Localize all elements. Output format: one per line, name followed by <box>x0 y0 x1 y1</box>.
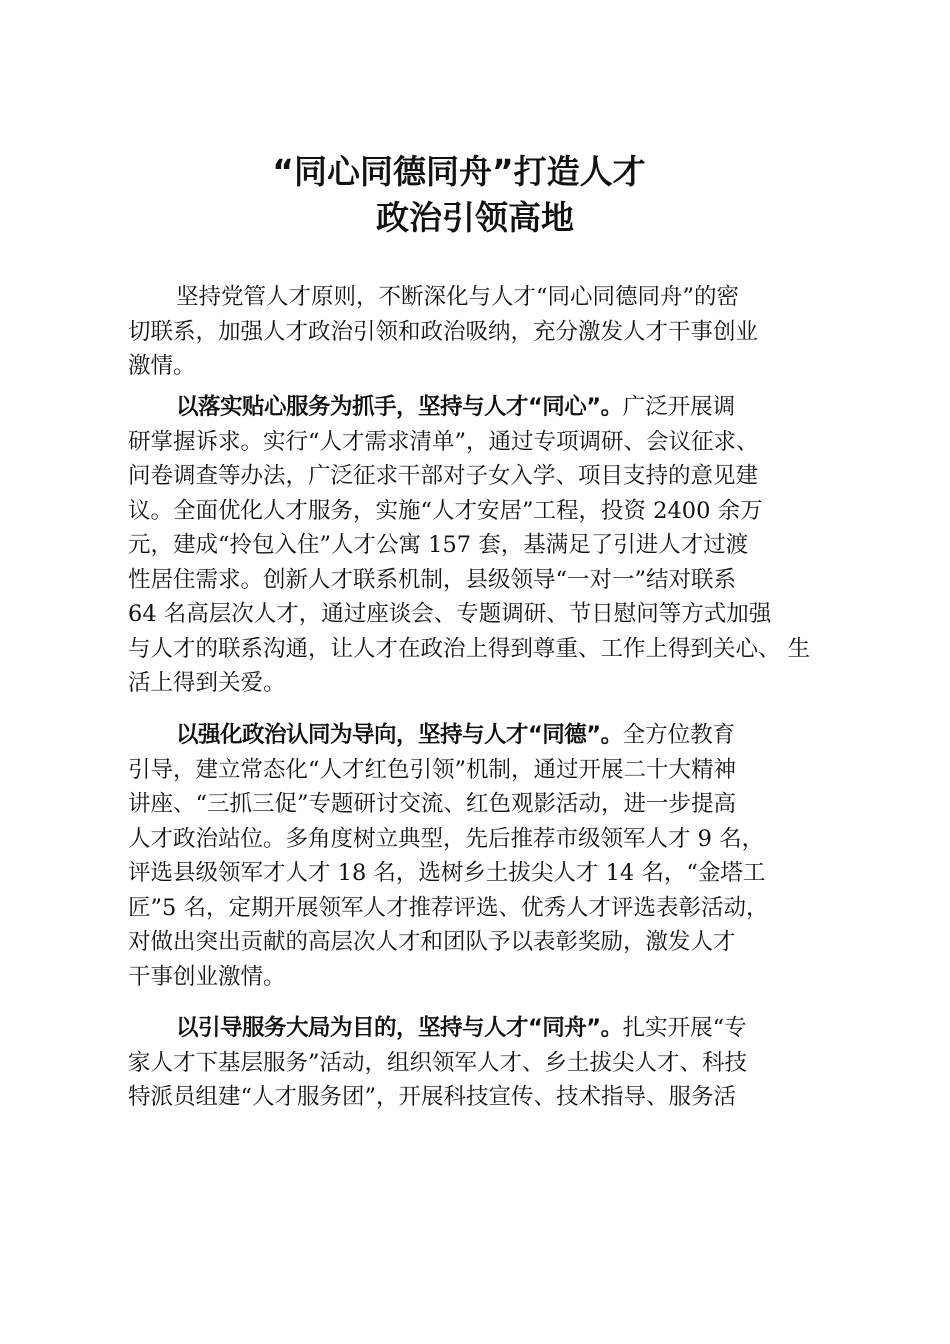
section-2-line: 讲座、“三抓三促”专题研讨交流、红色观影活动，进一步提高 <box>128 791 737 817</box>
document-title-line-2: 政治引领高地 <box>376 198 574 237</box>
section-2-line: 评选县级领军才人才 18 名，选树乡土拔尖人才 14 名，“金塔工 <box>128 860 766 886</box>
section-3-first-text: 扎实开展“专 <box>622 1015 747 1041</box>
section-1-line: 性居住需求。创新人才联系机制，县级领导“一对一”结对联系 <box>128 566 737 593</box>
section-2-line: 人才政治站位。多角度树立典型，先后推荐市级领军人才 9 名， <box>128 825 765 852</box>
section-3-first-line <box>128 1011 838 1046</box>
section-2-heading: 以强化政治认同为导向，坚持与人才“同德”。 <box>176 722 623 748</box>
intro-line: 坚持党管人才原则，不断深化与人才“同心同德同舟”的密 <box>176 284 740 310</box>
section-1-line: 64 名高层次人才，通过座谈会、专题调研、节日慰问等方式加强 <box>128 601 772 627</box>
section-1-first-text: 广泛开展调 <box>622 394 736 420</box>
section-2-first-text: 全方位教育 <box>622 722 736 748</box>
section-2-first-line <box>128 718 838 753</box>
section-3-line: 家人才下基层服务”活动，组织领军人才、乡土拔尖人才、科技 <box>128 1049 748 1076</box>
section-2-paragraph <box>128 718 838 994</box>
section-1-line: 元，建成“拎包入住”人才公寓 157 套，基满足了引进人才过渡 <box>128 532 749 558</box>
section-1-heading: 以落实贴心服务为抓手，坚持与人才“同心”。 <box>176 394 623 420</box>
section-1-line: 活上得到关爱。 <box>128 670 286 696</box>
section-1-line: 议。全面优化人才服务，实施“人才安居”工程，投资 2400 余万 <box>128 497 763 524</box>
section-1-paragraph <box>128 390 838 701</box>
intro-line: 切联系，加强人才政治引领和政治吸纳，充分激发人才干事创业 <box>128 318 759 345</box>
intro-line: 激情。 <box>128 353 196 379</box>
section-2-line: 干事创业激情。 <box>128 963 286 990</box>
section-1-first-line <box>128 390 838 425</box>
section-1-line: 问卷调查等办法，广泛征求干部对子女入学、项目支持的意见建 <box>128 463 759 489</box>
section-1-line: 与人才的联系沟通，让人才在政治上得到尊重、工作上得到关心、 生 <box>128 635 811 662</box>
intro-paragraph <box>128 280 838 384</box>
section-3-line: 特派员组建“人才服务团”，开展科技宣传、技术指导、服务活 <box>128 1084 737 1110</box>
section-1-line: 研掌握诉求。实行“人才需求清单”，通过专项调研、会议征求、 <box>128 428 759 455</box>
section-2-line: 引导，建立常态化“人才红色引领”机制，通过开展二十大精神 <box>128 756 737 783</box>
document-title-line-1: “同心同德同舟”打造人才 <box>272 152 646 191</box>
section-3-heading: 以引导服务大局为目的，坚持与人才“同舟”。 <box>176 1015 623 1041</box>
section-2-line: 匠”5 名，定期开展领军人才推荐评选、优秀人才评选表彰活动， <box>128 894 769 921</box>
section-3-paragraph <box>128 1011 838 1115</box>
section-2-line: 对做出突出贡献的高层次人才和团队予以表彰奖励，激发人才 <box>128 929 736 955</box>
